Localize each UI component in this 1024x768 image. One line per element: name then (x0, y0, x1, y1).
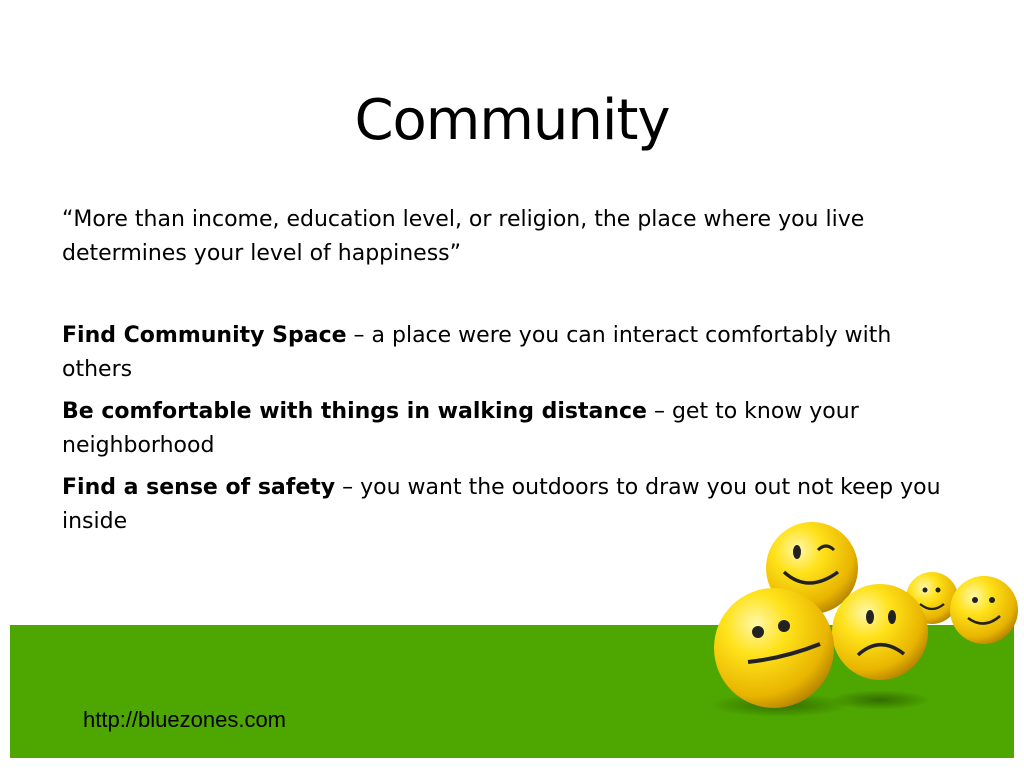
point-text: – get to know your neighborhood (62, 399, 859, 458)
point-walking-distance (62, 395, 962, 463)
point-text: – you want the outdoors to draw you out not keep you inside (62, 475, 941, 534)
point-heading: Be comfortable with things in walking distance (62, 399, 647, 424)
smileys-illustration (700, 520, 1024, 720)
point-text: – a place were you can interact comfortably with others (62, 323, 892, 382)
slide-body (62, 203, 962, 547)
quote-text: “More than income, education level, or religion, the place where you live determines your level of happiness” (62, 207, 865, 266)
point-heading: Find Community Space (62, 323, 347, 348)
neutral-smiley-icon (714, 588, 834, 708)
point-heading: Find a sense of safety (62, 475, 336, 500)
slide-title: Community (354, 88, 670, 153)
footer-link[interactable]: http://bluezones.com (83, 707, 287, 732)
frowning-smiley-icon (832, 584, 928, 680)
small-smiley-icon (950, 576, 1018, 644)
point-community-space (62, 319, 962, 387)
